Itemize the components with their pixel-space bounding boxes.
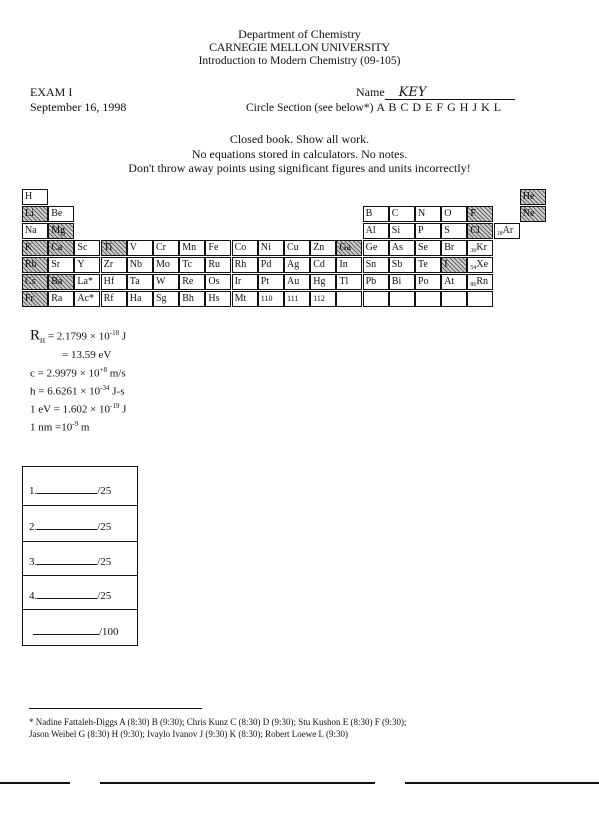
element-cell: Tc bbox=[179, 257, 205, 273]
element-cell: Sg bbox=[153, 291, 179, 307]
score-box bbox=[22, 466, 138, 646]
element-cell: Po bbox=[415, 274, 441, 290]
element-cell: W bbox=[153, 274, 179, 290]
exam-title: EXAM I bbox=[30, 85, 73, 99]
element-cell: Co bbox=[232, 240, 258, 256]
element-cell: B bbox=[363, 206, 389, 222]
instruction-line-1: Closed book. Show all work. bbox=[229, 132, 370, 146]
element-cell: 110 bbox=[258, 291, 284, 307]
element-cell: Cl bbox=[467, 223, 493, 239]
element-cell: Mg bbox=[48, 223, 74, 239]
university-title: CARNEGIE MELLON UNIVERSITY bbox=[209, 40, 390, 54]
element-cell: 112 bbox=[310, 291, 336, 307]
score-row-4[interactable]: 4. /25 bbox=[29, 590, 112, 602]
name-label: Name bbox=[356, 85, 385, 99]
element-cell: Ni bbox=[258, 240, 284, 256]
element-cell: Os bbox=[205, 274, 231, 290]
element-cell: Mn bbox=[179, 240, 205, 256]
element-cell: Sb bbox=[389, 257, 415, 273]
element-cell: Te bbox=[415, 257, 441, 273]
periodic-table bbox=[22, 189, 543, 309]
element-cell: Hs bbox=[205, 291, 231, 307]
element-cell: 111 bbox=[284, 291, 310, 307]
planck-constant: $h = 6.6261 \times 10^{-34}$ J-s bbox=[30, 384, 125, 398]
element-cell bbox=[441, 291, 467, 307]
element-cell: Rb bbox=[22, 257, 48, 273]
element-cell: Cr bbox=[153, 240, 179, 256]
element-cell: Tl bbox=[336, 274, 362, 290]
element-cell: N bbox=[415, 206, 441, 222]
section-label: Circle Section (see below*) bbox=[246, 102, 374, 114]
element-cell: Mt bbox=[232, 291, 258, 307]
department-title: Department of Chemistry bbox=[238, 27, 361, 41]
footnote-divider bbox=[29, 708, 202, 709]
element-cell: Cu bbox=[284, 240, 310, 256]
element-cell bbox=[389, 291, 415, 307]
element-cell: $_{54}$Xe bbox=[467, 257, 493, 273]
element-cell: Rf bbox=[101, 291, 127, 307]
score-row-2[interactable]: 2. /25 bbox=[29, 521, 112, 533]
instruction-line-2: No equations stored in calculators. No notes. bbox=[191, 147, 408, 161]
element-cell: C bbox=[389, 206, 415, 222]
element-cell: Ag bbox=[284, 257, 310, 273]
element-cell: $_{18}$Ar bbox=[494, 223, 520, 239]
element-cell: Na bbox=[22, 223, 48, 239]
element-cell: At bbox=[441, 274, 467, 290]
element-cell: $_{86}$Rn bbox=[467, 274, 493, 290]
element-cell: S bbox=[441, 223, 467, 239]
speed-of-light: $c = 2.9979 \times 10^{+8}$ m/s bbox=[30, 365, 126, 380]
element-cell: Ne bbox=[520, 206, 546, 222]
element-cell: Zr bbox=[101, 257, 127, 273]
element-cell: Fr bbox=[22, 291, 48, 307]
element-cell: Se bbox=[415, 240, 441, 256]
rydberg-constant: $R_H = 2.1799 \times 10^{-18}$ J bbox=[30, 327, 127, 345]
score-row-3[interactable]: 3. /25 bbox=[29, 556, 112, 568]
score-row-1[interactable]: 1. /25 bbox=[29, 485, 112, 497]
element-cell: Hf bbox=[101, 274, 127, 290]
footnote-line-1: * Nadine Fattaleh-Diggs A (8:30) B (9:30); Chris Kunz C (8:30) D (9:30); Stu Kushon E (8:30) F (9:30); bbox=[29, 717, 407, 727]
element-cell: V bbox=[127, 240, 153, 256]
element-cell: Rh bbox=[232, 257, 258, 273]
element-cell: Mo bbox=[153, 257, 179, 273]
element-cell: Cs bbox=[22, 274, 48, 290]
name-row bbox=[356, 85, 515, 100]
element-cell: Cd bbox=[310, 257, 336, 273]
element-cell: Y bbox=[74, 257, 100, 273]
element-cell: O bbox=[441, 206, 467, 222]
element-cell bbox=[467, 291, 493, 307]
element-cell bbox=[363, 291, 389, 307]
element-cell: Ga bbox=[336, 240, 362, 256]
element-cell: Ca bbox=[48, 240, 74, 256]
element-cell: K bbox=[22, 240, 48, 256]
element-cell: $_{36}$Kr bbox=[467, 240, 493, 256]
score-total[interactable]: /100 bbox=[33, 625, 119, 638]
element-cell: Nb bbox=[127, 257, 153, 273]
element-cell bbox=[415, 291, 441, 307]
element-cell: Ge bbox=[363, 240, 389, 256]
element-cell: F bbox=[467, 206, 493, 222]
element-cell: Hg bbox=[310, 274, 336, 290]
electron-volt: 1 eV = $1.602 \times 10^{-19}$ J bbox=[30, 402, 127, 416]
element-cell: As bbox=[389, 240, 415, 256]
element-cell: Ti bbox=[101, 240, 127, 256]
element-cell: Ac* bbox=[74, 291, 100, 307]
element-cell: Sr bbox=[48, 257, 74, 273]
instruction-line-3: Don't throw away points using significant figures and units incorrectly! bbox=[128, 161, 471, 175]
section-options[interactable]: A B C D E F G H J K L bbox=[376, 100, 502, 114]
element-cell: Bi bbox=[389, 274, 415, 290]
element-cell: I bbox=[441, 257, 467, 273]
element-cell: Ru bbox=[205, 257, 231, 273]
element-cell: Pt bbox=[258, 274, 284, 290]
element-cell: Zn bbox=[310, 240, 336, 256]
element-cell: He bbox=[520, 189, 546, 205]
element-cell bbox=[336, 291, 362, 307]
rydberg-ev: = 13.59 eV bbox=[62, 349, 112, 362]
element-cell: Re bbox=[179, 274, 205, 290]
element-cell: Pb bbox=[363, 274, 389, 290]
element-cell: Ba bbox=[48, 274, 74, 290]
element-cell: H bbox=[22, 189, 48, 205]
footnote-line-2: Jason Weibel G (8:30) H (9:30); Ivaylo Ivanov J (9:30) K (8:30); Robert Loewe L (9:30) bbox=[29, 729, 348, 739]
element-cell: Br bbox=[441, 240, 467, 256]
element-cell: Sn bbox=[363, 257, 389, 273]
element-cell: Au bbox=[284, 274, 310, 290]
element-cell: P bbox=[415, 223, 441, 239]
course-title: Introduction to Modern Chemistry (09-105) bbox=[198, 55, 401, 67]
element-cell: Ha bbox=[127, 291, 153, 307]
element-cell: Ta bbox=[127, 274, 153, 290]
nanometer: 1 nm $=10^{-9}$ m bbox=[30, 420, 90, 434]
constants-block bbox=[30, 326, 126, 435]
element-cell: Al bbox=[363, 223, 389, 239]
section-row bbox=[246, 100, 502, 115]
element-cell: Fe bbox=[205, 240, 231, 256]
name-field[interactable]: KEY bbox=[385, 86, 515, 100]
exam-date: September 16, 1998 bbox=[30, 100, 127, 114]
element-cell: Ra bbox=[48, 291, 74, 307]
footnote bbox=[29, 716, 574, 740]
element-cell: Be bbox=[48, 206, 74, 222]
bottom-rule-middle bbox=[100, 782, 375, 784]
element-cell: In bbox=[336, 257, 362, 273]
bottom-rule-right bbox=[405, 782, 599, 784]
bottom-rule-left bbox=[0, 782, 70, 784]
element-cell: Li bbox=[22, 206, 48, 222]
element-cell: La* bbox=[74, 274, 100, 290]
element-cell: Ir bbox=[232, 274, 258, 290]
element-cell: Si bbox=[389, 223, 415, 239]
element-cell: Sc bbox=[74, 240, 100, 256]
element-cell: Bh bbox=[179, 291, 205, 307]
element-cell: Pd bbox=[258, 257, 284, 273]
